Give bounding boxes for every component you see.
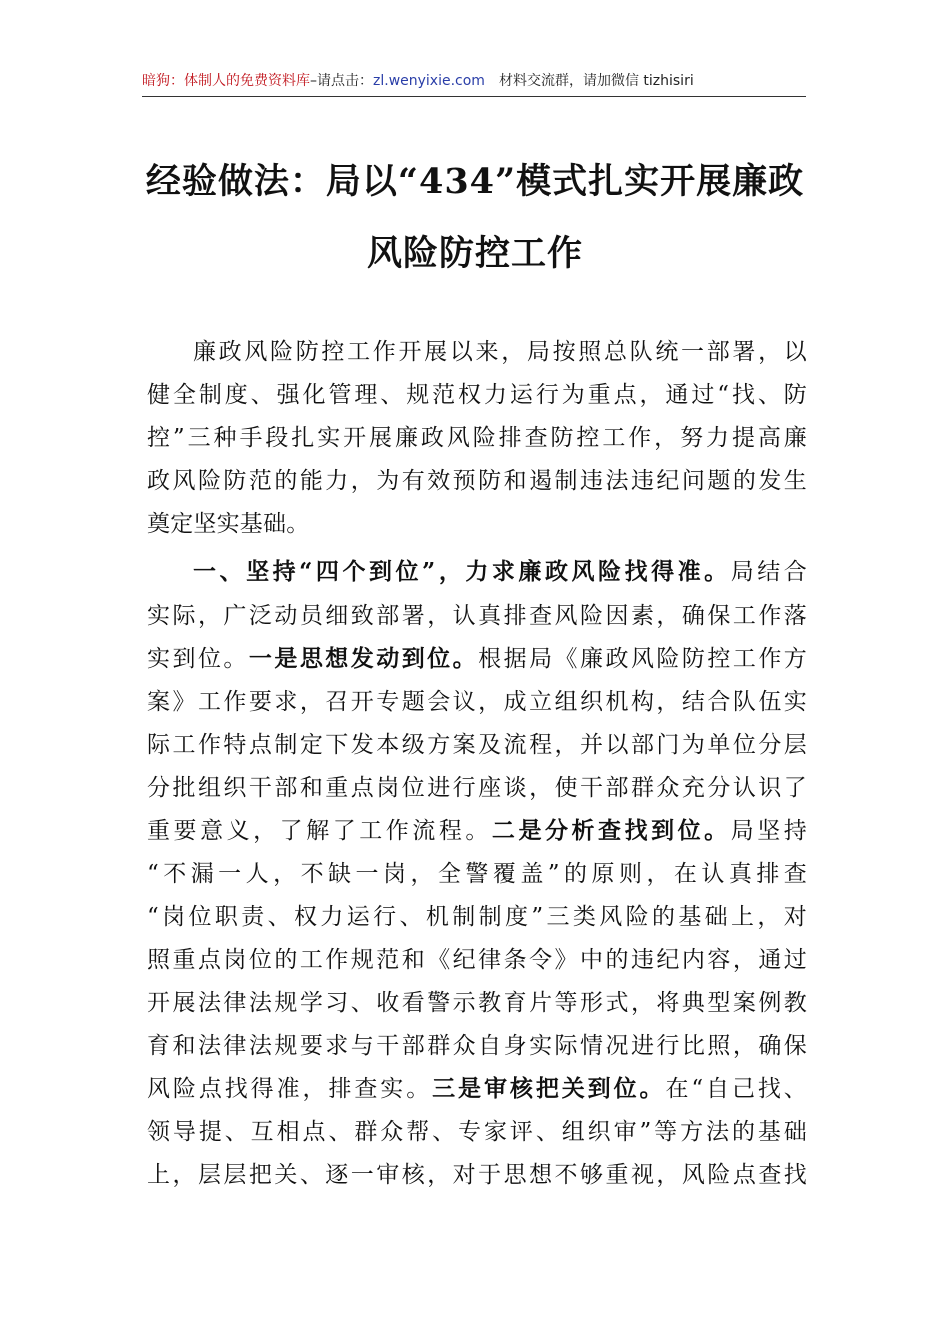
body-text: 根据局《廉政风险防控工作方 — [478, 646, 807, 672]
body-line: 上，层层把关、逐一审核，对于思想不够重视，风险点查找 — [147, 1162, 807, 1188]
body-text: 风险点找得准，排查实。 — [147, 1076, 433, 1102]
header-contact: 材料交流群，请加微信 tizhisiri — [498, 73, 694, 89]
body-line: 健全制度、强化管理、规范权力运行为重点，通过“找、防 — [147, 382, 807, 408]
body-line: “不漏一人，不缺一岗，全警覆盖”的原则，在认真排查 — [147, 861, 807, 887]
body-line: 领导提、互相点、群众帮、专家评、组织审”等方法的基础 — [147, 1119, 807, 1145]
body-text: 局结合 — [730, 559, 807, 585]
body-line: 开展法律法规学习、收看警示教育片等形式，将典型案例教 — [147, 990, 807, 1016]
header-url-link[interactable]: zl.wenyixie.com — [373, 73, 485, 89]
subheading-3: 三是审核把关到位。 — [432, 1075, 666, 1102]
body-line — [147, 643, 807, 675]
body-line: 奠定坚实基础。 — [147, 511, 310, 537]
document-title-line-2: 风险防控工作 — [366, 233, 583, 274]
body-line: 实际，广泛动员细致部署，认真排查风险因素，确保工作落 — [147, 603, 807, 629]
body-line: 廉政风险防控工作开展以来，局按照总队统一部署，以 — [193, 339, 807, 365]
subheading-2: 二是分析查找到位。 — [491, 817, 731, 844]
section-heading-line — [193, 556, 807, 588]
body-text: 在“自己找、 — [665, 1076, 807, 1102]
body-line: “岗位职责、权力运行、机制制度”三类风险的基础上，对 — [147, 904, 807, 930]
body-line: 照重点岗位的工作规范和《纪律条令》中的违纪内容，通过 — [147, 947, 807, 973]
body-line: 案》工作要求，召开专题会议，成立组织机构，结合队伍实 — [147, 689, 807, 715]
body-line: 际工作特点制定下发本级方案及流程，并以部门为单位分层 — [147, 732, 807, 758]
body-text: 局坚持 — [730, 818, 807, 844]
body-line: 控”三种手段扎实开展廉政风险排查防控工作，努力提高廉 — [147, 425, 807, 451]
section-heading: 一、坚持“四个到位”，力求廉政风险找得准。 — [193, 558, 731, 585]
subheading-1: 一是思想发动到位。 — [248, 645, 479, 672]
body-line: 分批组织干部和重点岗位进行座谈，使干部群众充分认识了 — [147, 775, 807, 801]
header-prompt: –请点击： — [310, 73, 373, 89]
body-text: 重要意义，了解了工作流程。 — [147, 818, 492, 844]
document-title-line-1: 经验做法：局以“434”模式扎实开展廉政 — [145, 161, 805, 202]
body-line — [147, 1073, 807, 1105]
header-brand: 暗狗：体制人的免费资料库 — [142, 73, 310, 89]
body-text: 实到位。 — [147, 646, 249, 672]
body-line — [147, 815, 807, 847]
page-header — [142, 70, 806, 97]
body-line: 政风险防范的能力，为有效预防和遏制违法违纪问题的发生 — [147, 468, 807, 494]
body-line: 育和法律法规要求与干部群众自身实际情况进行比照，确保 — [147, 1033, 807, 1059]
